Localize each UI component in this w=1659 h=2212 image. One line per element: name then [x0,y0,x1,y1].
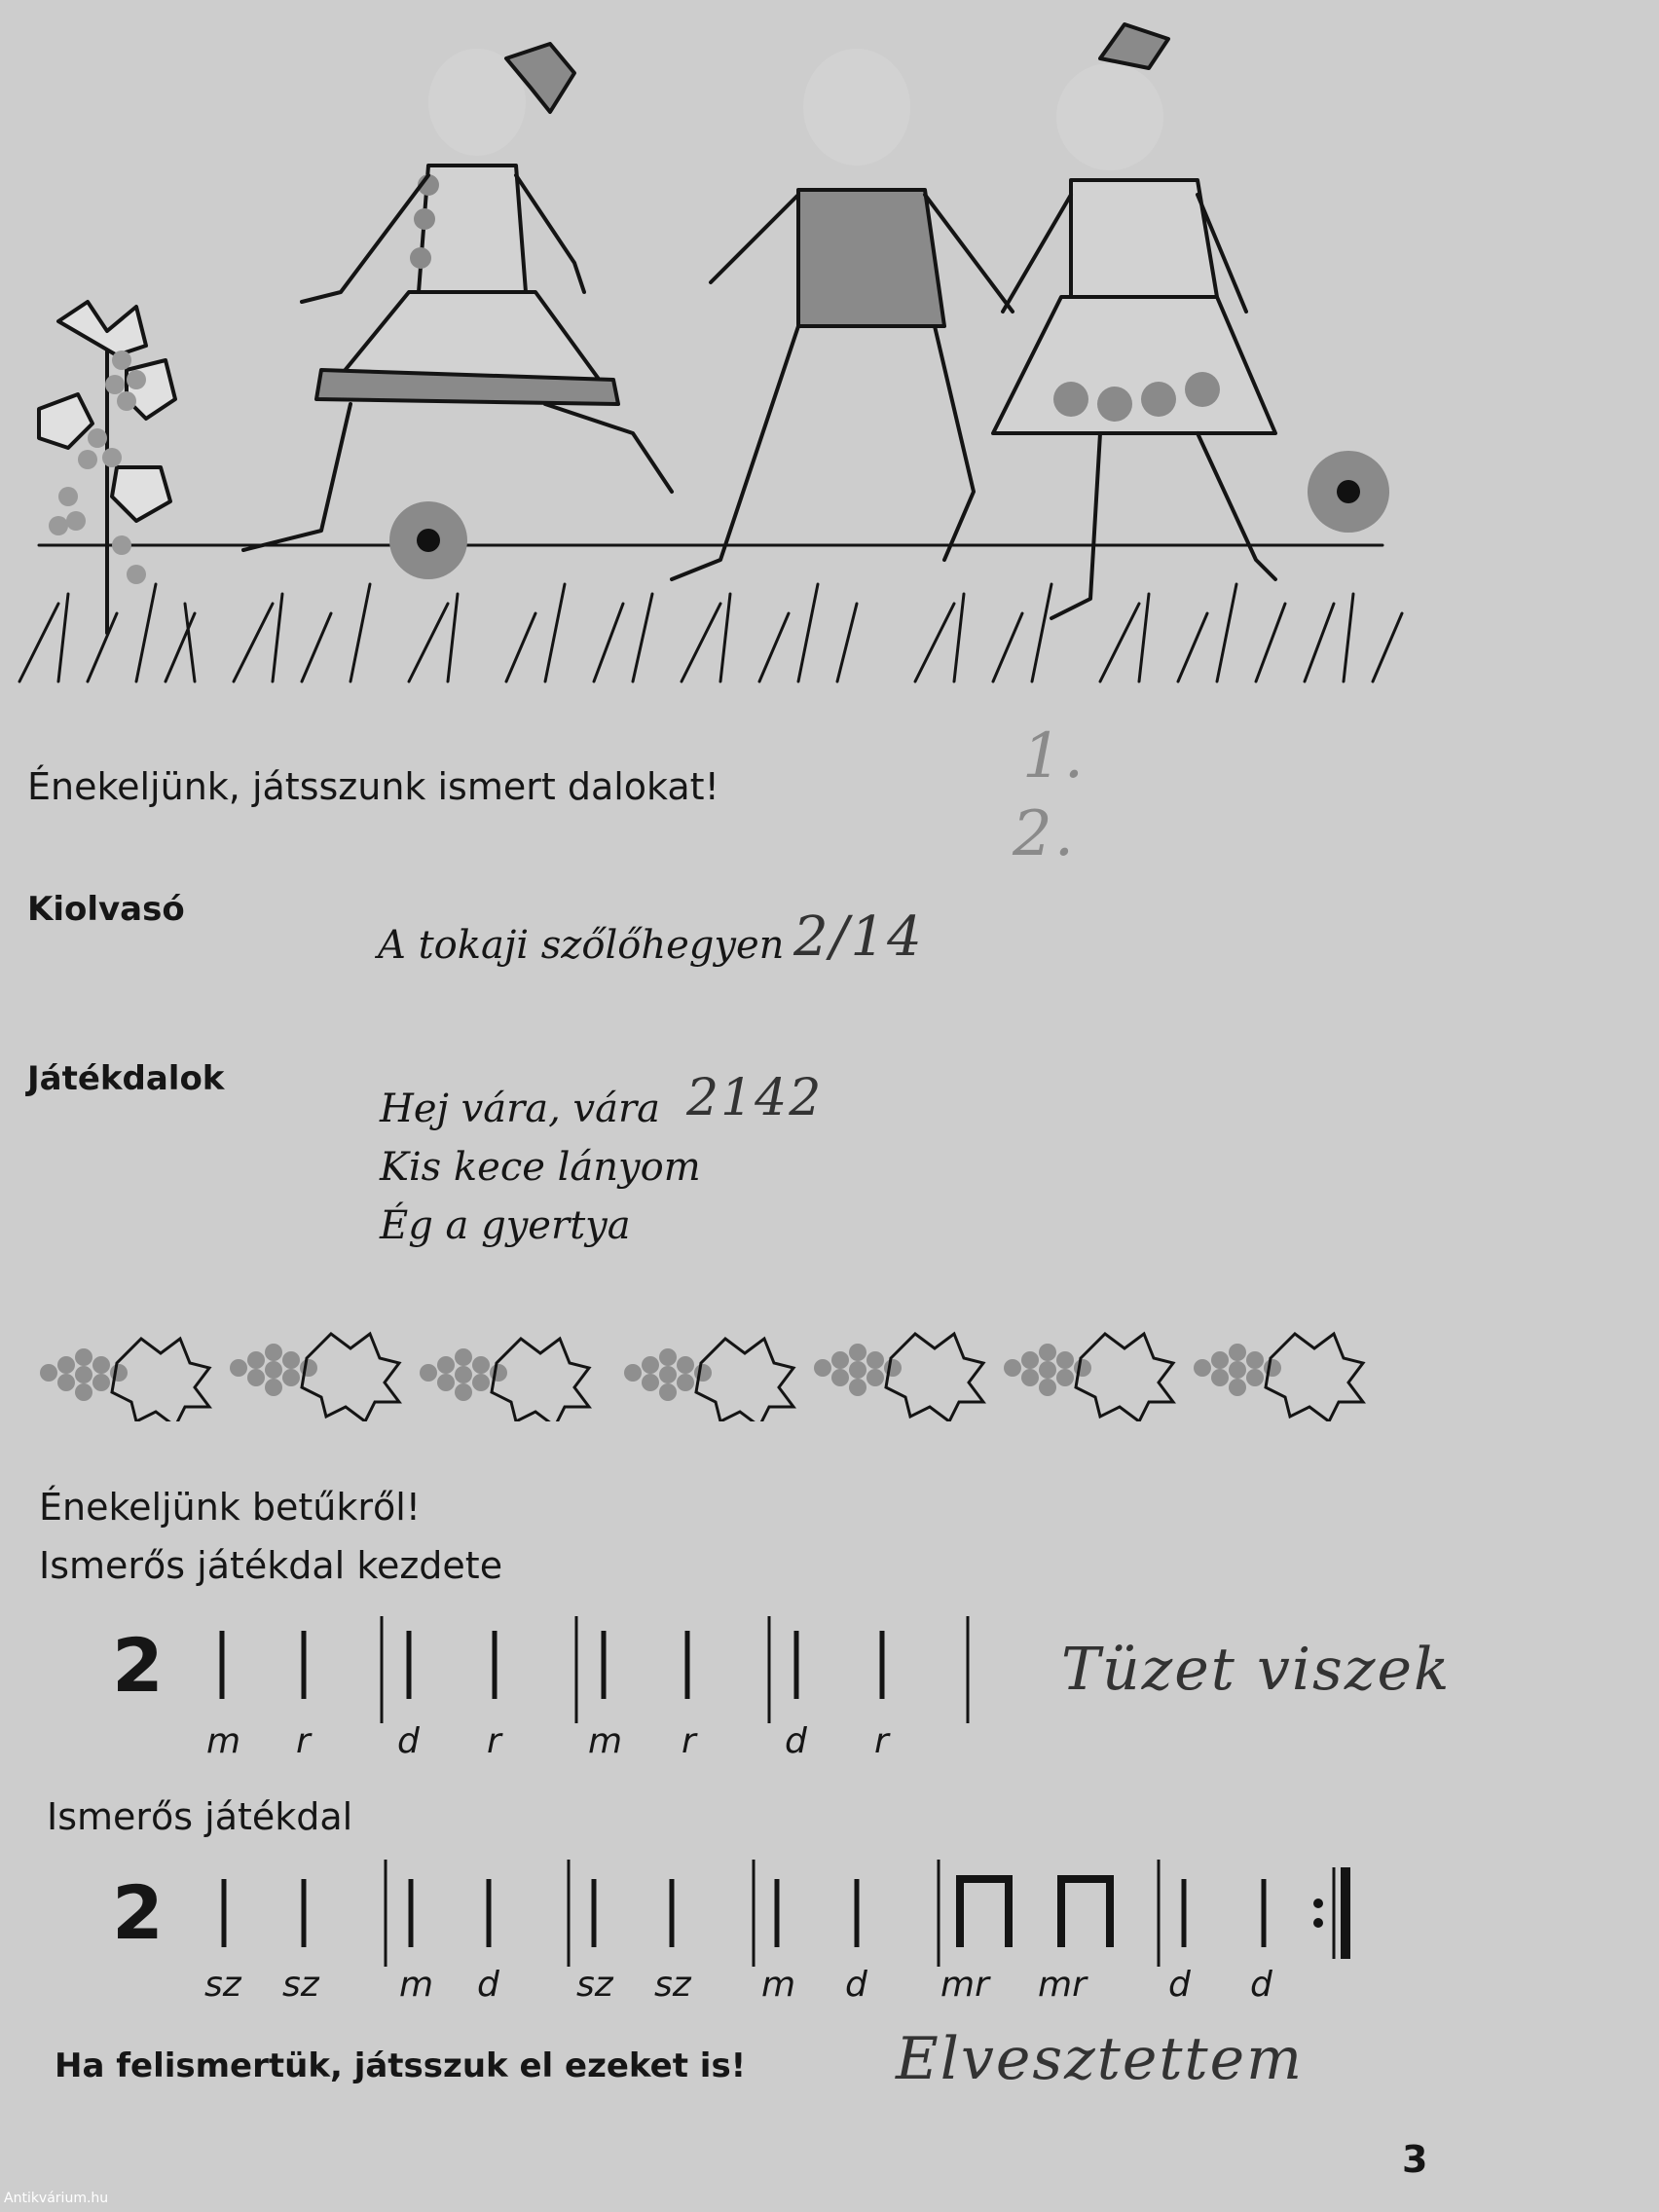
closing-handwritten-answer: Elvesztettem [896,2025,1305,2093]
closing-instruction: Ha felismertük, játsszuk el ezeket is! [55,2046,747,2085]
girl-right-figure [993,24,1275,618]
grass-icon [19,584,1402,682]
line2-syllable: sz [204,1965,241,2005]
line1-syllable: r [874,1721,889,1761]
line1-syllable: d [397,1721,420,1761]
line1-syllable: m [206,1721,241,1761]
line2-syllable: mr [940,1965,989,2005]
line2-syllable: sz [576,1965,613,2005]
line2-syllable: mr [1038,1965,1087,2005]
section2-title: Énekeljünk betűkről! [39,1486,422,1529]
kiolvaso-label: Kiolvasó [27,890,185,929]
jatekdal-item-3: Ég a gyertya [380,1203,631,1248]
watermark: Antikvárium.hu [4,2191,109,2206]
jatekdalok-handwritten-note: 2142 [686,1069,824,1127]
line2-syllable: d [477,1965,499,2005]
line1-syllable: d [785,1721,807,1761]
kiolvaso-handwritten-note: 2/14 [793,905,924,969]
line1-syllable: r [487,1721,501,1761]
line2-syllable: d [1168,1965,1191,2005]
line2-syllable: d [1250,1965,1272,2005]
margin-mark-2: 2. [1013,798,1077,870]
grape-border-divider [39,1314,1421,1421]
boy-figure [672,49,1013,579]
line1-handwritten-answer: Tüzet viszek [1061,1636,1452,1704]
flower-icon [389,451,1389,579]
jatekdal-item-1: Hej vára, vára [380,1087,660,1131]
page-number: 3 [1402,2138,1428,2181]
line1-syllable: m [588,1721,623,1761]
line2-syllable: sz [654,1965,691,2005]
jatekdalok-label: Játékdalok [27,1059,225,1098]
margin-mark-1: 1. [1022,720,1087,793]
line1-syllable: r [682,1721,696,1761]
line1-title: Ismerős játékdal kezdete [39,1544,503,1587]
line2-title: Ismerős játékdal [47,1795,353,1838]
line2-syllable: m [399,1965,434,2005]
line1-rhythm-notation [195,1606,993,1733]
girl-left-figure [243,44,672,550]
line1-time-signature: 2 [112,1622,164,1709]
jatekdal-item-2: Kis kece lányom [380,1145,701,1190]
line2-time-signature: 2 [112,1869,164,1956]
line2-syllable: sz [282,1965,319,2005]
line2-syllable: m [761,1965,796,2005]
kiolvaso-item: A tokaji szőlőhegyen [378,923,785,968]
line2-rhythm-notation [195,1850,1363,1976]
line2-syllable: d [845,1965,867,2005]
line1-syllable: r [296,1721,311,1761]
children-illustration [0,0,1659,701]
page-heading: Énekeljünk, játsszunk ismert dalokat! [27,765,719,808]
